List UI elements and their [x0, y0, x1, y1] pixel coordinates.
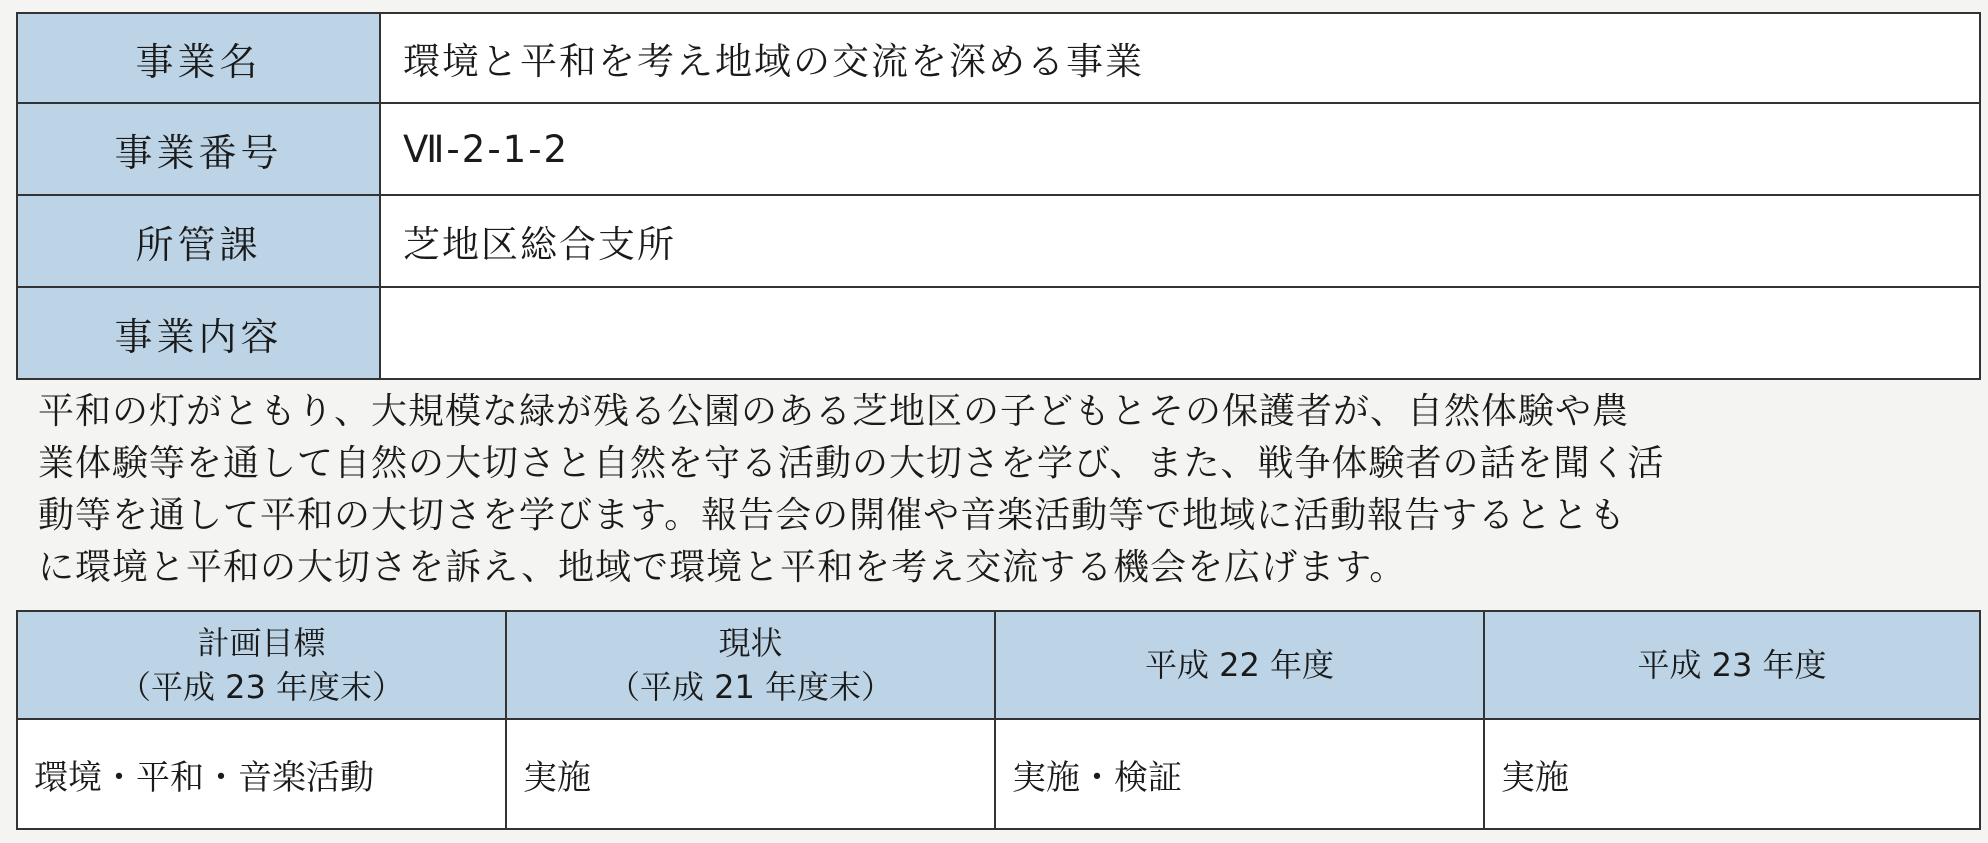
description-line: 業体験等を通して自然の大切さと自然を守る活動の大切さを学び、また、戦争体験者の話を聞く活 — [38, 443, 1665, 484]
info-row-project-number — [16, 104, 1981, 196]
info-row-project-content — [16, 288, 1981, 380]
description-line: に環境と平和の大切さを訴え、地域で環境と平和を考え交流する機会を広げます。 — [38, 547, 1407, 588]
plan-target-value: 環境・平和・音楽活動 — [16, 720, 507, 830]
header-text: 計画目標 — [197, 624, 326, 662]
plan-table — [16, 610, 1981, 830]
header-text: 平成 23 年度 — [1637, 646, 1827, 684]
header-current-status — [507, 610, 996, 720]
project-content-value — [381, 288, 1981, 380]
header-text: 平成 22 年度 — [1144, 646, 1335, 684]
fy23-value: 実施 — [1485, 720, 1981, 830]
plan-table-header-row — [16, 610, 1981, 720]
current-status-value: 実施 — [507, 720, 996, 830]
description-line: 平和の灯がともり、大規模な緑が残る公園のある芝地区の子どもとその保護者が、自然体験や農 — [38, 391, 1630, 432]
project-info-table — [16, 12, 1981, 380]
plan-table-row — [16, 720, 1981, 830]
department-label: 所管課 — [16, 196, 381, 288]
project-content-label: 事業内容 — [16, 288, 381, 380]
department-value: 芝地区総合支所 — [381, 196, 1981, 288]
header-subtext: （平成 21 年度末） — [607, 668, 894, 706]
header-fy22 — [996, 610, 1485, 720]
project-number-value: Ⅶ-2-1-2 — [381, 104, 1981, 196]
description-line: 動等を通して平和の大切さを学びます。報告会の開催や音楽活動等で地域に活動報告するととも — [38, 495, 1627, 536]
header-text: 現状 — [718, 624, 783, 662]
project-name-label: 事業名 — [16, 12, 381, 104]
header-plan-target — [16, 610, 507, 720]
info-row-project-name — [16, 12, 1981, 104]
project-description — [38, 386, 1958, 594]
header-fy23 — [1485, 610, 1981, 720]
project-number-label: 事業番号 — [16, 104, 381, 196]
header-subtext: （平成 23 年度末） — [118, 668, 405, 706]
info-row-department — [16, 196, 1981, 288]
project-name-value: 環境と平和を考え地域の交流を深める事業 — [381, 12, 1981, 104]
fy22-value: 実施・検証 — [996, 720, 1485, 830]
